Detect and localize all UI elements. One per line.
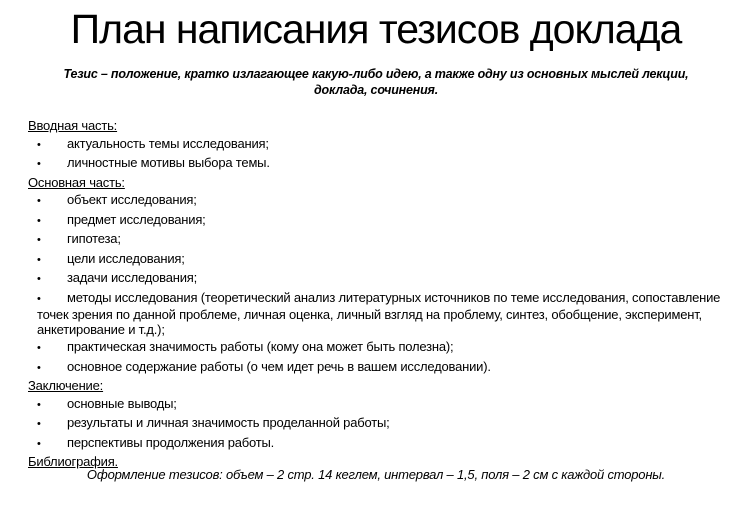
list-item-text: предмет исследования; [67,211,206,227]
list-item-text: личностные мотивы выбора темы. [67,155,270,170]
bullet-icon: • [37,234,41,246]
bullet-icon: • [37,253,41,266]
list-item [28,136,726,153]
list-item [28,155,726,172]
bullet-icon: • [37,158,41,170]
list-item-text: цели исследования; [67,250,185,266]
section-heading-osnovnaya-chast: Основная часть: [28,174,125,190]
section-heading-zaklyuchenie: Заключение: [28,378,104,393]
slide-footer-note: Оформление тезисов: объем – 2 стр. 14 кеглем, интервал – 1,5, поля – 2 см с каждой стороны. [86,467,666,482]
list-item-text: актуальность темы исследования; [67,135,269,151]
list-item [28,192,726,209]
section-heading-bibliografiya: Библиография. [28,454,118,469]
slide-body [28,118,726,469]
list-item-text: гипотеза; [67,231,121,246]
list-item [28,396,726,413]
bullet-icon: • [37,437,41,450]
list-item-text: основное содержание работы (о чем идет речь в вашем исследовании). [67,358,491,374]
section-heading-vvodnaya-chast: Вводная часть: [28,118,118,133]
bullet-icon: • [37,292,41,305]
bullet-icon: • [37,273,41,285]
list-item [28,359,726,376]
list-item [28,270,726,287]
list-item [28,290,726,337]
list-item [28,251,726,268]
list-item [28,231,726,248]
list-item [28,435,726,452]
list-item [28,212,726,229]
list-item-text: практическая значимость работы (кому она может быть полезна); [67,339,454,354]
list-item-text: задачи исследования; [67,270,198,285]
list-item-text: объект исследования; [67,192,197,207]
list-item [28,415,726,432]
bullet-icon: • [37,138,41,151]
bullet-icon: • [37,361,41,374]
list-item-text: основные выводы; [67,395,177,411]
list-item [28,339,726,356]
slide-subtitle: Тезис – положение, кратко излагающее какую-либо идею, а также одну из основных мыслей лекции, доклада, сочинения. [63,67,689,97]
list-item-text: результаты и личная значимость проделанной работы; [67,415,390,430]
bullet-icon: • [37,214,41,227]
bullet-icon: • [37,342,41,354]
bullet-icon: • [37,195,41,207]
list-item-text: перспективы продолжения работы. [67,434,275,450]
slide-title: План написания тезисов доклада [70,6,682,52]
list-item-text: методы исследования (теоретический анализ литературных источников по теме исследования, сопоставление точек зрения по данной проблеме, личная оценка, личный взгляд на проблему, синтез, обобщение, эксперимент, анкетирование и т.д.); [37,289,721,337]
bullet-icon: • [37,398,41,411]
bullet-icon: • [37,418,41,430]
